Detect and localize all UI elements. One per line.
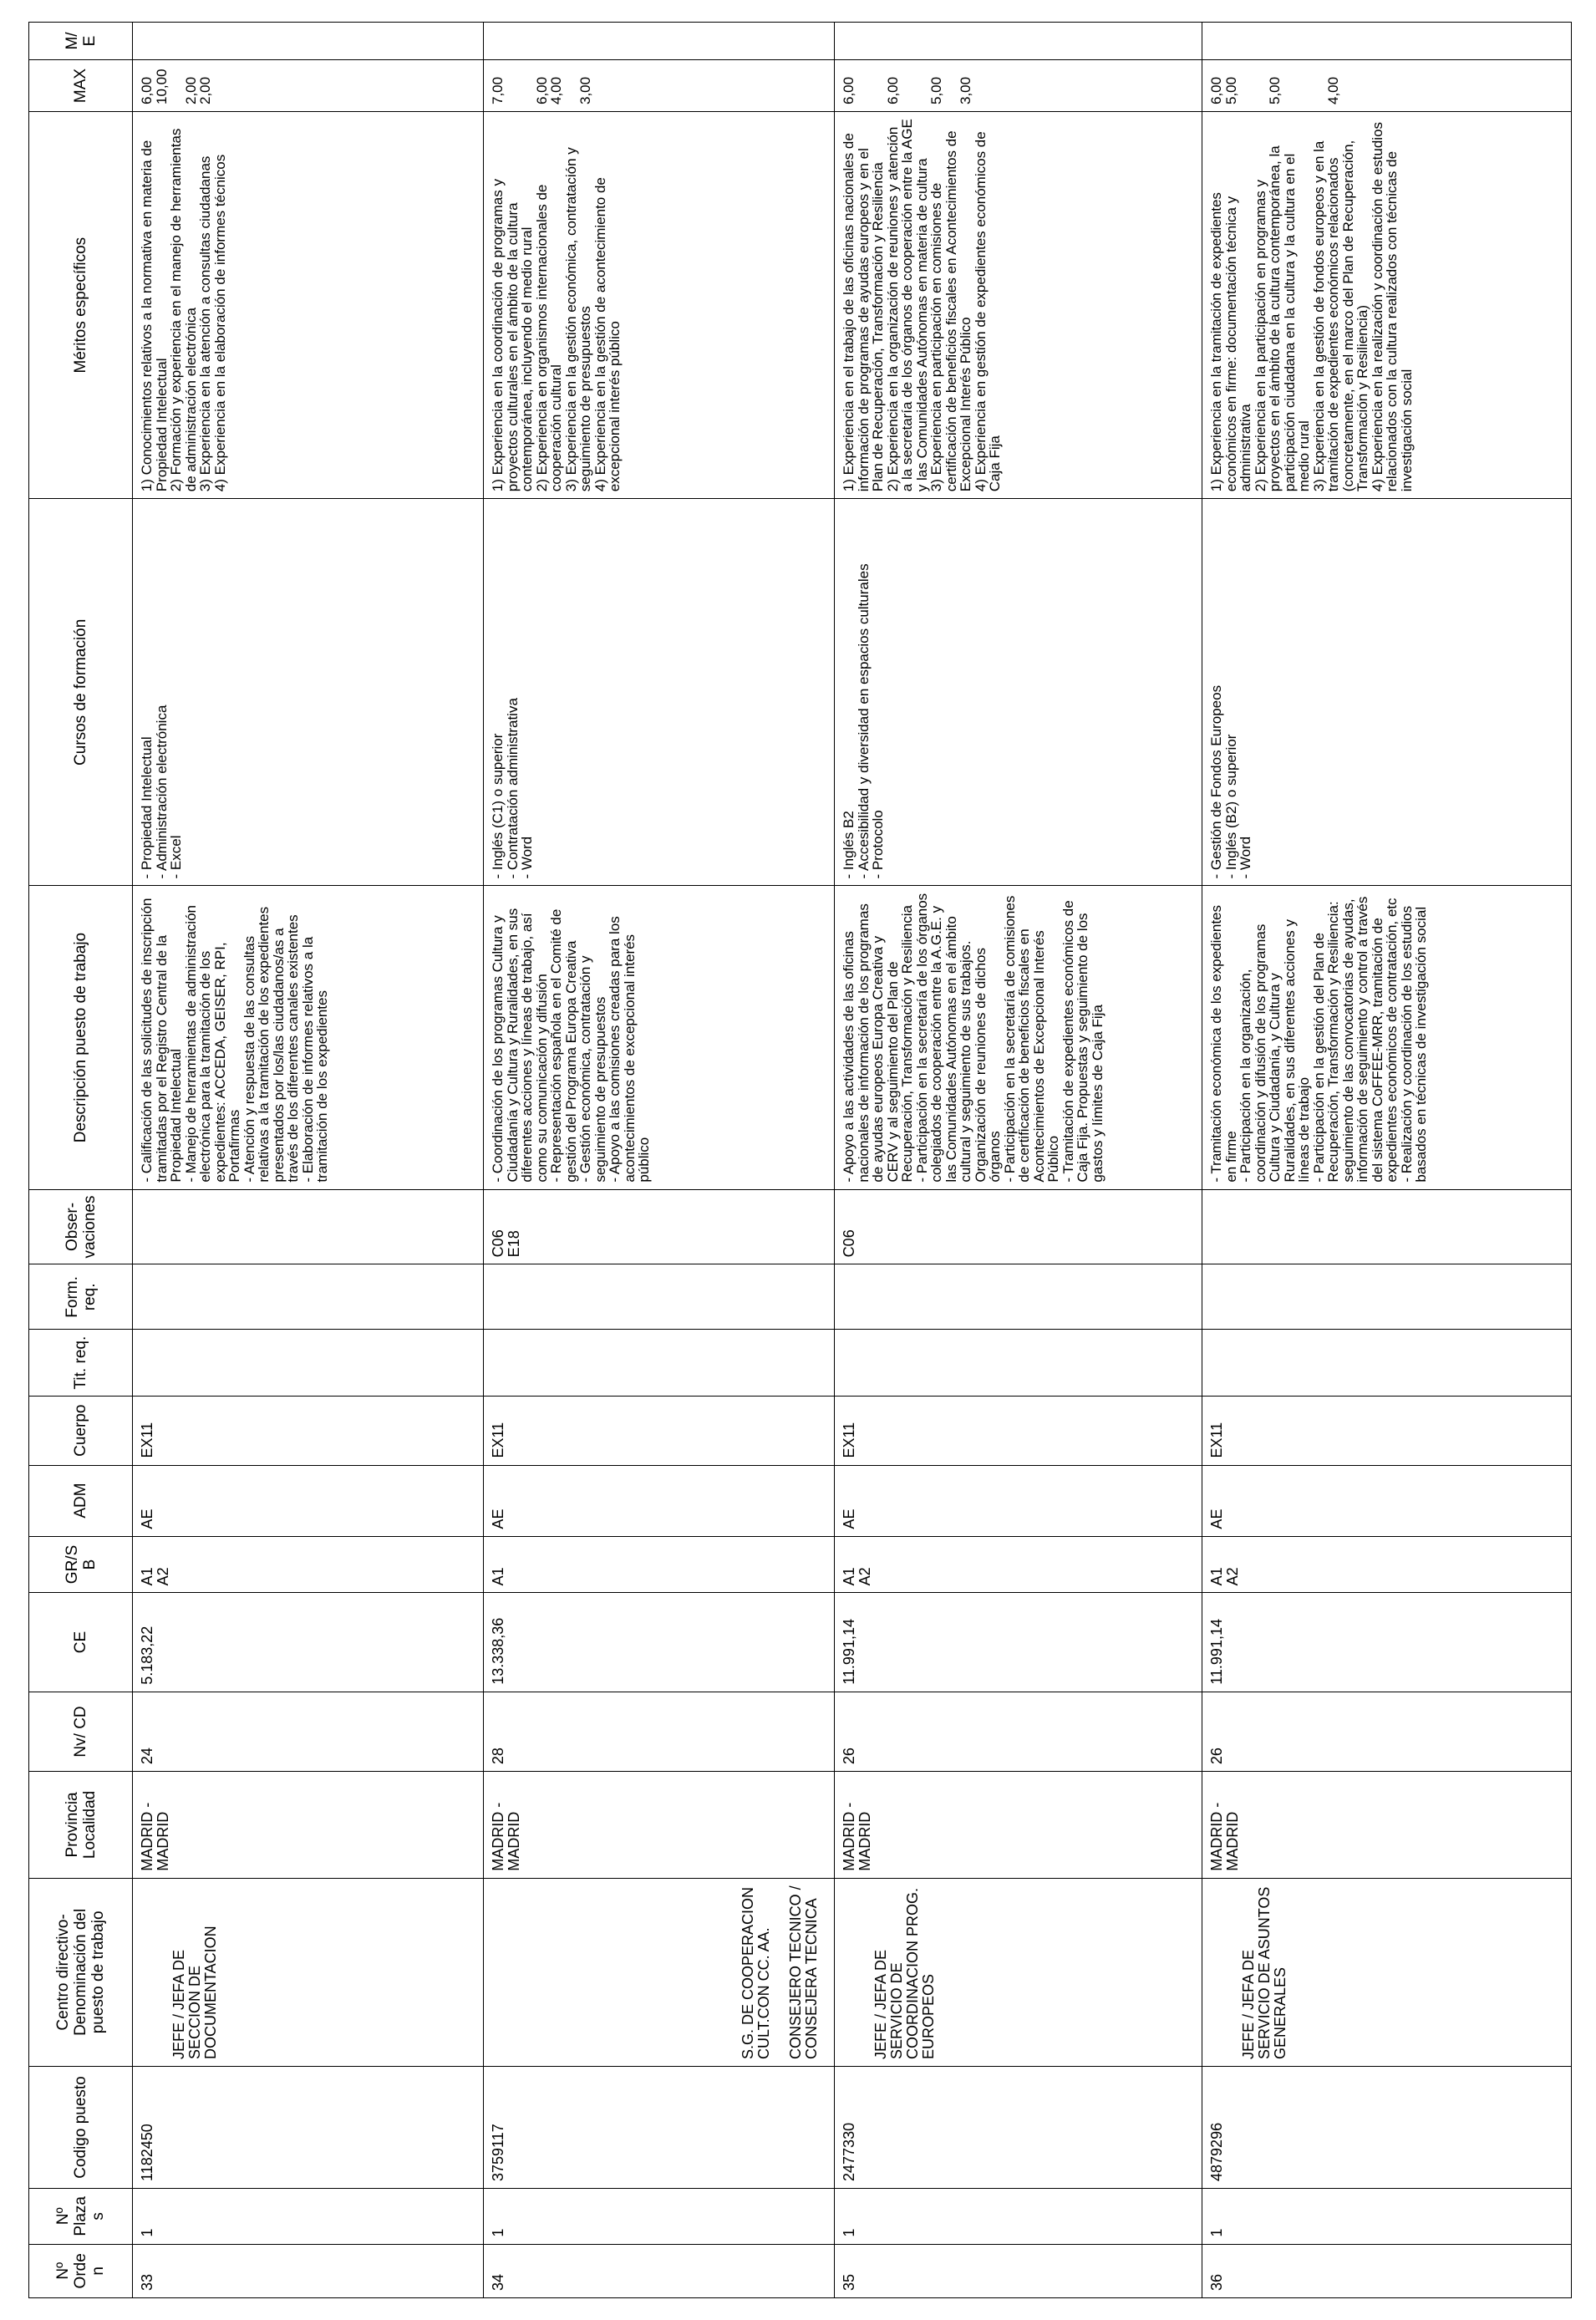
cell-me: [1202, 23, 1572, 60]
cell-plazas: 1: [484, 2188, 835, 2244]
position-title: JEFE / JEFA DE SERVICIO DE COORDINACION PROG. EUROPEOS: [872, 1888, 937, 2060]
cell-adm: AE: [484, 1465, 835, 1536]
table-row: [133, 23, 484, 2298]
cell-orden: 34: [484, 2244, 835, 2297]
cell-cursos: - Inglés (C1) o superior - Contratación administrativa - Word: [484, 499, 835, 886]
cell-orden: 36: [1202, 2244, 1572, 2297]
cell-grsb: A1 A2: [1202, 1536, 1572, 1593]
cell-descripcion: - Apoyo a las actividades de las oficinas nacionales de información de los programas de ayudas europeos Europa Creativa y CERV y al seguimiento del Plan de Recuperación, Transformación y Resiliencia - Participación en la secretaría de los órganos colegiados de cooperación entre la A.G.E. y las Comunidades Autónomas en el ámbito cultural y seguimiento de sus trabajos. Organización de reuniones de dichos órganos - Participación en la secretaría de comisiones de certificación de beneficios fiscales en Acontecimientos de Excepcional Interés Público - Tramitación de expedientes económicos de Caja Fija. Propuestas y seguimiento de los gastos y límites de Caja Fija: [835, 886, 1202, 1189]
cell-max: 6,00 6,00 5,00 3,00: [835, 59, 1202, 111]
cell-descripcion: - Calificación de las solicitudes de inscripción tramitadas por el Registro Central de la Propiedad Intelectual - Manejo de herramientas de administración electrónica para la tramitación de los expedientes: ACCEDA, GEISER, RPI, Portafirmas - Atención y respuesta de las consultas relativas a la tramitación de los expedientes presentados por los/las ciudadanos/as a través de los diferentes canales existentes - Elaboración de informes relativos a la tramitación de los expedientes: [133, 886, 484, 1189]
cell-max: 6,00 10,00 2,00 2,00: [133, 59, 484, 111]
cell-adm: AE: [1202, 1465, 1572, 1536]
cell-meritos: 1) Experiencia en la tramitación de expedientes económicos en firme: documentación técnica y administrativa 2) Experiencia en la participación en programas y proyectos en el ámbito de la cultura contemporánea, la participación ciudadana en la cultura y la cultura en el medio rural 3) Experiencia en la gestión de fondos europeos y en la tramitación de expedientes económicos relacionados (concretamente, en el marco del Plan de Recuperación, Transformación y Resiliencia) 4) Experiencia en la realización y coordinación de estudios relacionados con la cultura realizados con técnicas de investigación social: [1202, 112, 1572, 499]
table-row: [484, 23, 835, 2298]
cell-meritos: 1) Experiencia en el trabajo de las oficinas nacionales de información de programas de ayudas europeos y en el Plan de Recuperación, Transformación y Resiliencia 2) Experiencia en la organización de reuniones y atención a la secretaría de los órganos de cooperación entre la AGE y las Comunidades Autónomas en materia de cultura 3) Experiencia en participación en comisiones de certificación de beneficios fiscales en Acontecimientos de Excepcional Interés Público 4) Experiencia en gestión de expedientes económicos de Caja Fija: [835, 112, 1202, 499]
cell-tit: [484, 1330, 835, 1396]
cell-ce: 11.991,14: [835, 1593, 1202, 1692]
cell-form: [835, 1264, 1202, 1330]
cell-obs: [1202, 1189, 1572, 1264]
header-meritos: Méritos específicos: [29, 112, 133, 499]
cell-adm: AE: [835, 1465, 1202, 1536]
header-nivel: Nv/ CD: [29, 1692, 133, 1771]
header-row: [29, 23, 133, 2298]
table-row: [835, 23, 1202, 2298]
header-obs: Obser-vaciones: [29, 1189, 133, 1264]
cell-cuerpo: EX11: [835, 1396, 1202, 1465]
cell-max: 7,00 6,00 4,00 3,00: [484, 59, 835, 111]
header-tit: Tit. req.: [29, 1330, 133, 1396]
cell-form: [1202, 1264, 1572, 1330]
cell-form: [133, 1264, 484, 1330]
cell-cuerpo: EX11: [484, 1396, 835, 1465]
cell-ce: 13.338,36: [484, 1593, 835, 1692]
cell-cuerpo: EX11: [133, 1396, 484, 1465]
cell-nivel: 28: [484, 1692, 835, 1771]
cell-obs: C06 E18: [484, 1189, 835, 1264]
header-cuerpo: Cuerpo: [29, 1396, 133, 1465]
cell-form: [484, 1264, 835, 1330]
cell-meritos: 1) Experiencia en la coordinación de programas y proyectos culturales en el ámbito de la cultura contemporánea, incluyendo el medio rural 2) Experiencia en organismos internacionales de cooperación cultural 3) Experiencia en la gestión económica, contratación y seguimiento de presupuestos 4) Experiencia en la gestión de acontecimiento de excepcional interés público: [484, 112, 835, 499]
header-adm: ADM: [29, 1465, 133, 1536]
cell-nivel: 26: [1202, 1692, 1572, 1771]
cell-centro: [133, 1878, 484, 2066]
header-grsb: GR/SB: [29, 1536, 133, 1593]
header-me: M/E: [29, 23, 133, 60]
cell-adm: AE: [133, 1465, 484, 1536]
cell-centro: [484, 1878, 835, 2066]
cell-me: [484, 23, 835, 60]
cell-meritos: 1) Conocimientos relativos a la normativa en materia de Propiedad Intelectual 2) Formación y experiencia en el manejo de herramientas de administración electrónica 3) Experiencia en la atención a consultas ciudadanas 4) Experiencia en la elaboración de informes técnicos: [133, 112, 484, 499]
cell-me: [133, 23, 484, 60]
header-form: Form. req.: [29, 1264, 133, 1330]
cell-plazas: 1: [835, 2188, 1202, 2244]
position-title: JEFE / JEFA DE SERVICIO DE ASUNTOS GENERALES: [1240, 1886, 1288, 2060]
header-ce: CE: [29, 1593, 133, 1692]
cell-cuerpo: EX11: [1202, 1396, 1572, 1465]
cell-codigo: 2477330: [835, 2067, 1202, 2189]
cell-provincia: MADRID - MADRID: [133, 1772, 484, 1879]
position-title: JEFE / JEFA DE SECCION DE DOCUMENTACION: [170, 1926, 219, 2060]
header-centro: Centro directivo-Denominación del puesto de trabajo: [29, 1878, 133, 2066]
header-cursos: Cursos de formación: [29, 499, 133, 886]
header-max: MAX: [29, 59, 133, 111]
header-plazas: Nº Plazas: [29, 2188, 133, 2244]
cell-codigo: 3759117: [484, 2067, 835, 2189]
cell-cursos: - Gestión de Fondos Europeos - Inglés (B2) o superior - Word: [1202, 499, 1572, 886]
cell-centro: [1202, 1878, 1572, 2066]
cell-max: 6,00 5,00 5,00 4,00: [1202, 59, 1572, 111]
cell-grsb: A1: [484, 1536, 835, 1593]
cell-centro: [835, 1878, 1202, 2066]
cell-ce: 5.183,22: [133, 1593, 484, 1692]
cell-descripcion: - Coordinación de los programas Cultura y Ciudadanía y Cultura y Ruralidades, en sus diferentes acciones y líneas de trabajo, así como su comunicación y difusión - Representación española en el Comité de gestión del Programa Europa Creativa - Gestión económica, contratación y seguimiento de presupuestos - Apoyo a las comisiones creadas para los acontecimientos de excepcional interés público: [484, 886, 835, 1189]
header-orden: Nº Orden: [29, 2244, 133, 2297]
cell-nivel: 24: [133, 1692, 484, 1771]
cell-cursos: - Propiedad Intelectual - Administración electrónica - Excel: [133, 499, 484, 886]
cell-nivel: 26: [835, 1692, 1202, 1771]
group-label: S.G. DE COOPERACION CULT.CON CC. AA.: [740, 1886, 772, 2060]
cell-tit: [835, 1330, 1202, 1396]
cell-descripcion: - Tramitación económica de los expedientes en firme - Participación en la organización, coordinación y difusión de los programas Cultura y Ciudadanía, y Cultura y Ruralidades, en sus diferentes acciones y líneas de trabajo - Participación en la gestión del Plan de Recuperación, Transformación y Resiliencia: seguimiento de las convocatorias de ayudas, información de seguimiento y control a través del sistema CoFFEE-MRR, tramitación de expedientes económicos de contratación, etc - Realización y coordinación de los estudios basados en técnicas de investigación social: [1202, 886, 1572, 1189]
position-title: CONSEJERO TECNICO / CONSEJERA TECNICA: [787, 1885, 820, 2060]
cell-me: [835, 23, 1202, 60]
positions-table: [28, 22, 1572, 2298]
cell-provincia: MADRID - MADRID: [484, 1772, 835, 1879]
cell-obs: [133, 1189, 484, 1264]
cell-provincia: MADRID - MADRID: [835, 1772, 1202, 1879]
cell-orden: 33: [133, 2244, 484, 2297]
cell-codigo: 1182450: [133, 2067, 484, 2189]
cell-cursos: - Inglés B2 - Accesibilidad y diversidad en espacios culturales - Protocolo: [835, 499, 1202, 886]
header-descripcion: Descripción puesto de trabajo: [29, 886, 133, 1189]
cell-obs: C06: [835, 1189, 1202, 1264]
cell-provincia: MADRID - MADRID: [1202, 1772, 1572, 1879]
header-provincia: Provincia Localidad: [29, 1772, 133, 1879]
cell-plazas: 1: [133, 2188, 484, 2244]
cell-orden: 35: [835, 2244, 1202, 2297]
header-codigo: Codigo puesto: [29, 2067, 133, 2189]
cell-grsb: A1 A2: [835, 1536, 1202, 1593]
cell-tit: [1202, 1330, 1572, 1396]
cell-grsb: A1 A2: [133, 1536, 484, 1593]
cell-ce: 11.991,14: [1202, 1593, 1572, 1692]
cell-tit: [133, 1330, 484, 1396]
table-row: [1202, 23, 1572, 2298]
cell-plazas: 1: [1202, 2188, 1572, 2244]
cell-codigo: 4879296: [1202, 2067, 1572, 2189]
